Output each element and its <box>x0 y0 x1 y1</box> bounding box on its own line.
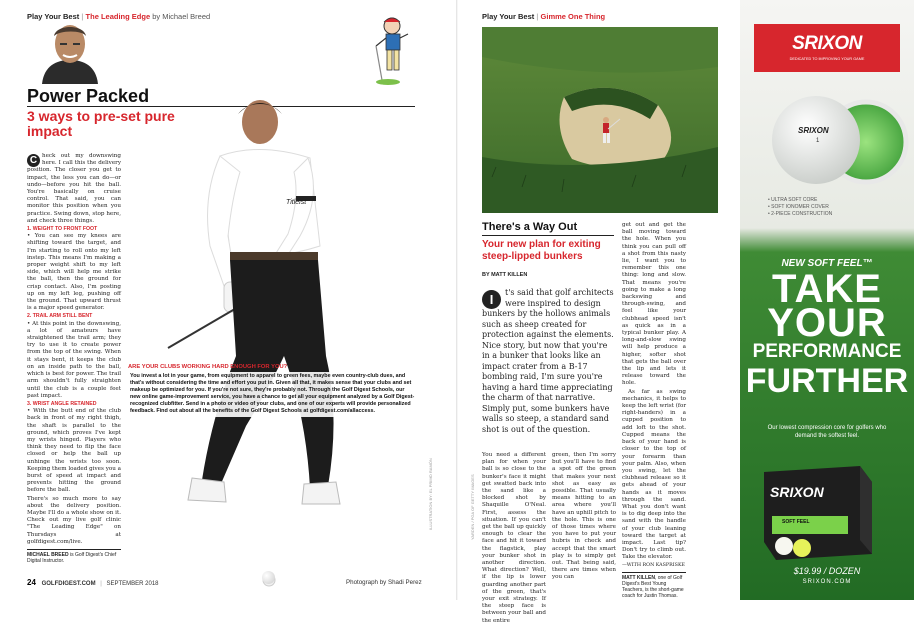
ad-features: • ULTRA SOFT CORE • SOFT IONOMER COVER • 2-PIECE CONSTRUCTION <box>768 197 833 217</box>
left-outro: There's so much more to say about the delivery position. Maybe I'll do a whole show on it. Check out my live golf clinic "The Leading Edge" on Thursdays at golfdigest.com/live. <box>27 495 121 545</box>
left-dropcap: C <box>27 154 40 167</box>
author-headshot <box>36 22 104 84</box>
left-folio: 24 GOLFDIGEST.COM | SEPTEMBER 2018 <box>27 578 159 587</box>
right-header: Play Your Best | Gimme One Thing <box>482 12 606 21</box>
tip-1: 1. WEIGHT TO FRONT FOOT • You can see my knees are shifting toward the target, and I'm starting to roll onto my left instep. This means I'm making a proper weight shift to my left side, which will help me strike the ball, then the ground for crisp contact. Also, I'm posting up on my left leg, pushing off the ground. That upward thrust is a major speed generator. <box>27 226 121 312</box>
ad-box-sub: SOFT FEEL <box>782 519 810 525</box>
cartoon-golfer-illustration <box>372 14 414 86</box>
callout-title: ARE YOUR CLUBS WORKING HARD ENOUGH FOR YOU? <box>128 364 288 370</box>
right-col-credit: —WITH RON KASPRISKE <box>622 562 686 568</box>
ad-brand: SRIXON <box>792 33 862 54</box>
ad-ball-number: 1 <box>816 138 820 144</box>
left-text-column <box>27 153 121 564</box>
page-gutter <box>456 0 458 600</box>
bunker-photo <box>482 27 718 213</box>
photo-credit: Photograph by Shadi Perez <box>346 579 422 586</box>
right-bio-rule <box>622 572 686 573</box>
ad-url[interactable]: SRIXON.COM <box>802 579 852 585</box>
right-bio: MATT KILLEN, one of Golf Digest's Best Young Teachers, is the short-game coach for Justin Thomas. <box>622 574 684 600</box>
ad-product-box <box>756 462 880 562</box>
tip-3: 3. WRIST ANGLE RETAINED • With the butt end of the club back in front of my right thigh, the shaft is parallel to the ground, which proves I've kept my wrists hinged. Players who think they need to flip the face closed or help the ball up unhinge the wrists too soon. Keeping them loaded gives you a burst of speed at impact and prevents hitting the ground before the ball. <box>27 400 121 494</box>
right-col-3: get out and get the ball moving toward the hole. When you think you can pull off a shot from this nasty lie, I want you to remember this one thing: long and slow. That means you're going to make a long backswing and through-swing, and feel like your clubhead speed isn't as quick as in a typical bunker play. A long-and-slow swing will help produce a higher, softer shot that gets the ball over the lip and lets it release toward the hole. <box>622 222 686 387</box>
left-intro: heck out my downswing here. I call this the delivery position. The closer you get to impact, the less you can do—or undo—before you hit the ball. You're basically on cruise control. That said, you can monitor this position when you practice. Swing down, stop here, and check three things. <box>27 153 121 224</box>
golfer-photo <box>150 86 400 526</box>
right-col-3-wrap <box>622 222 686 600</box>
svg-text:Titleist: Titleist <box>286 199 307 206</box>
ad-balls-image <box>756 90 906 190</box>
right-deck: Your new plan for exiting steep-lipped bunkers <box>482 239 601 262</box>
ad-box-brand: SRIXON <box>770 484 824 500</box>
srixon-ad[interactable] <box>740 0 914 600</box>
right-dropcap: I <box>482 290 501 309</box>
right-col-1: You need a different plan for when your ball is so close to the bunker's face it might get swatted back into the sand like a blocked shot by Shaquille O'Neal. First, assess the situation. If you can't get the ball up quickly enough to clear the face and hit it toward the flagstick, play your bunker shot in another direction. What direction? Well, if the lip is lower guarding another part of the green, that's your exit strategy. If the steep face is between your ball and the entire <box>482 452 546 624</box>
left-header: Play Your Best | The Leading Edge by Michael Breed <box>27 12 211 21</box>
left-deck: 3 ways to pre-set pure impact <box>27 108 175 139</box>
right-col-2: green, then I'm sorry but you'll have to find a spot off the green that makes your next shot as easy as possible. That usually means hitting to an area where you'll have an uphill pitch to the hole. This is one of those times where you have to put your hubris in check and accept that the smart play is to simply get out. That being said, there are times when you can <box>552 452 616 581</box>
right-col-4: As far as swing mechanics, it helps to keep the left wrist (for right-handers) in a cupped position to add loft to the shot. Cupped means the back of your hand is closer to the top of your forearm than your palm. Also, when you swing, let the clubhead release so it gets ahead of your hands as it moves through the sand. What you don't want is to dig deep into the sand with the handle of your club leaning toward the target at impact. Last tip? Don't try to climb out. Take the elevator. <box>622 388 686 561</box>
bio-rule <box>27 549 121 550</box>
right-lede: I t's said that golf architects were inspired to design bunkers by the hollows animals such as sheep created for protection against the elements. Nice story, but now that you're in a bunker that looks like an impact crater from a B-17 bombing raid, I'm sure you're having a hard time appreciating the charm of that narrative. Simply put, some bunkers have walls so steep, a standard sand shot is out of the question. <box>482 288 614 434</box>
ad-body: Our lowest compression core for golfers who demand the softest feel. <box>767 425 887 439</box>
callout-body: You invest a lot in your game, from equipment to apparel to green fees, maybe even country-club dues, and that's without considering the time and effort you put in. Given all that, it makes sense that your clubs and set makeup be optimized for you. If you're not sure, they're probably not. Through the Golf Digest Schools, our new online game-improvement service, you have a chance to get all your equipment analyzed by a Golf Digest-recognized clubfitter. Send in a photo or video of your clubs, and one of our experts will provide personalized feedback. Find out about all the benefits of the Golf Digest Schools at golfdigest.com/allaccess. <box>128 372 418 417</box>
right-byline: BY MATT KILLEN <box>482 272 528 278</box>
right-headline: There's a Way Out <box>482 221 578 233</box>
illustration-credit: ILLUSTRATION BY: EL PRIMO RAMÓN <box>428 458 433 530</box>
ad-price: $19.99 / DOZEN <box>793 566 861 576</box>
callout-box <box>128 364 418 417</box>
ad-logo-box <box>754 24 900 72</box>
right-photo-credit: YARDEN / PGA OF GETTY IMAGES <box>470 474 475 540</box>
left-headline: Power Packed <box>27 86 150 106</box>
ad-new-feel: NEW SOFT FEEL™ <box>781 258 873 269</box>
tip-2: 2. TRAIL ARM STILL BENT • At this point in the downswing, a lot of amateurs have straightened the trail arm; they try to use it to create power from the top of the swing. When it stays bent, it keeps the club on an inside path to the ball, which is best for power. The trail arm shouldn't fully straighten until the club is a couple feet past impact. <box>27 313 121 399</box>
right-headline-rule <box>482 235 614 236</box>
author-note: MICHAEL BREED is Golf Digest's Chief Digital Instructor. <box>27 551 117 565</box>
ad-ball-mark: SRIXON <box>798 126 829 135</box>
ad-tagline: DEDICATED TO IMPROVING YOUR GAME <box>789 57 865 61</box>
ad-headline: TAKE YOUR PERFORMANCE FURTHER <box>745 267 909 400</box>
